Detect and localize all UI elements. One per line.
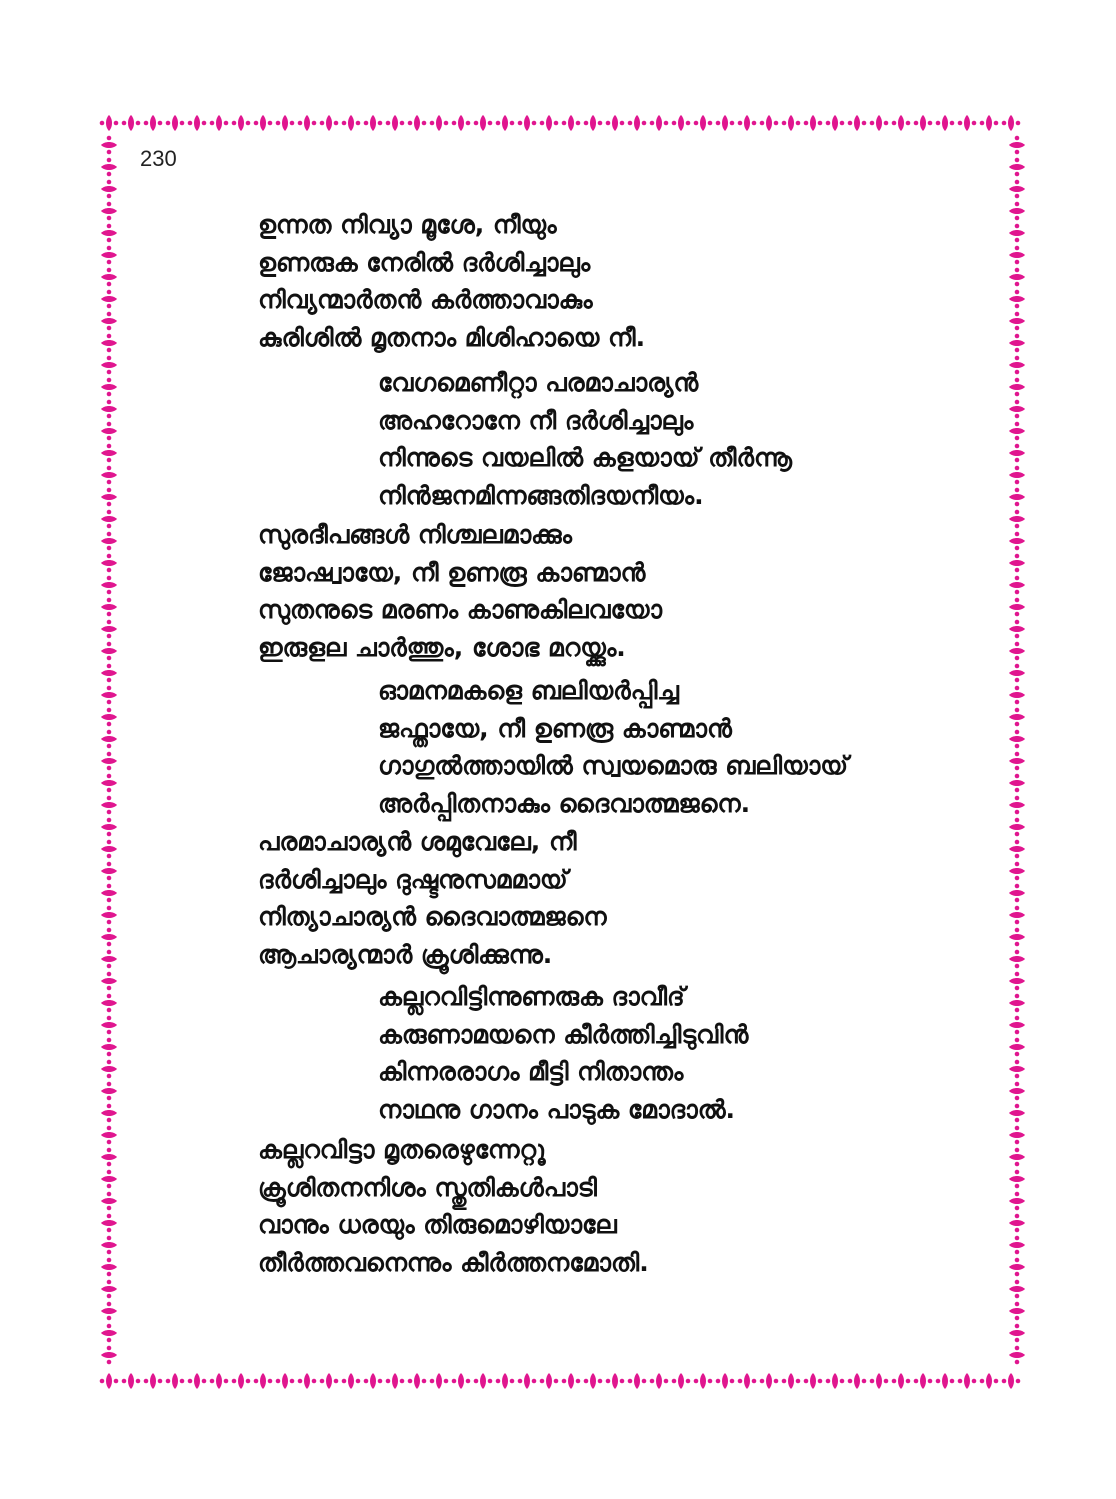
border-flower-motif (101, 840, 117, 859)
border-flower-motif (101, 1302, 117, 1321)
border-flower-motif (101, 444, 117, 463)
border-flower-motif (1009, 1258, 1025, 1277)
border-flower-motif (1009, 994, 1025, 1013)
border-flower-motif (1009, 972, 1025, 991)
border-flower-motif (1009, 422, 1025, 441)
border-flower-motif (804, 115, 823, 131)
border-flower-motif (101, 1148, 117, 1167)
verse-line: കുരിശിൽ മൃതനാം മിശിഹായെ നീ. (258, 322, 646, 352)
border-flower-motif (101, 1214, 117, 1233)
border-flower-motif (672, 1373, 691, 1389)
border-flower-motif (1009, 1016, 1025, 1035)
border-flower-motif (1009, 444, 1025, 463)
border-flower-motif (1009, 1324, 1025, 1343)
border-flower-motif (826, 115, 845, 131)
border-flower-motif (958, 115, 977, 131)
border-flower-motif (342, 1373, 361, 1389)
border-flower-motif (320, 115, 339, 131)
border-flower-motif (804, 1373, 823, 1389)
border-flower-motif (166, 1373, 185, 1389)
border-flower-motif (101, 1104, 117, 1123)
border-flower-motif (101, 884, 117, 903)
border-flower-motif (1009, 1038, 1025, 1057)
border-flower-motif (101, 1082, 117, 1101)
border-flower-motif (298, 1373, 317, 1389)
border-flower-motif (101, 1346, 117, 1365)
verse-line: സുതനുടെ മരണം കാണുകിലവയോ (258, 595, 663, 624)
border-flower-motif (1009, 906, 1025, 925)
border-flower-motif (276, 1373, 295, 1389)
border-flower-motif (1009, 664, 1025, 683)
verse-line: ആചാര്യന്മാർ ക്രൂശിക്കുന്നു. (258, 939, 553, 969)
border-flower-motif (188, 1373, 207, 1389)
border-flower-motif (1009, 1148, 1025, 1167)
border-flower-motif (1009, 180, 1025, 199)
verse-line: നിൻജനമിന്നങ്ങതിദയനീയം. (378, 480, 704, 510)
border-flower-motif (101, 796, 117, 815)
verse-line: അർപ്പിതനാകും ദൈവാത്മജനെ. (378, 788, 751, 818)
border-flower-motif (1009, 1104, 1025, 1123)
border-flower-motif (1009, 136, 1025, 155)
border-flower-motif (101, 136, 117, 155)
border-flower-motif (101, 1324, 117, 1343)
border-flower-motif (1009, 620, 1025, 639)
verse-line: ഓമനമകളെ ബലിയർപ്പിച്ച (378, 676, 679, 705)
stanza-3 (258, 516, 662, 666)
border-flower-motif (101, 158, 117, 177)
border-flower-motif (254, 1373, 273, 1389)
border-flower-motif (562, 1373, 581, 1389)
verse-line: അഹറോനേ നീ ദർശിച്ചാലും (378, 405, 694, 435)
border-flower-motif (254, 115, 273, 131)
stanza-1 (258, 206, 645, 356)
border-flower-motif (101, 950, 117, 969)
border-flower-motif (980, 115, 999, 131)
border-flower-motif (1009, 1302, 1025, 1321)
border-flower-motif (1009, 598, 1025, 617)
border-flower-motif (1009, 1126, 1025, 1145)
border-flower-motif (100, 1373, 119, 1389)
border-flower-motif (914, 115, 933, 131)
border-flower-motif (584, 115, 603, 131)
stanza-6 (378, 978, 748, 1128)
border-flower-motif (474, 115, 493, 131)
border-flower-motif (101, 202, 117, 221)
verse-line: ഇരുളല ചാർത്തും, ശോഭ മറയ്ക്കും. (258, 632, 626, 662)
border-flower-motif (101, 1126, 117, 1145)
border-flower-motif (101, 1280, 117, 1299)
border-flower-motif (101, 532, 117, 551)
border-flower-motif (144, 1373, 163, 1389)
border-flower-motif (364, 1373, 383, 1389)
verse-line: നിന്നുടെ വയലിൽ കളയായ് തീർന്നൂ (378, 443, 792, 472)
border-flower-motif (1002, 115, 1021, 131)
border-flower-motif (1009, 290, 1025, 309)
border-flower-motif (1009, 840, 1025, 859)
verse-line: വേഗമെണീറ്റാ പരമാചാര്യൻ (378, 368, 699, 397)
verse-line: ഗാഗുൽത്തായിൽ സ്വയമൊരു ബലിയായ് (378, 751, 849, 780)
verse-line: കല്ലറവിട്ടാ മൃതരെഴുന്നേറ്റൂ (258, 1135, 546, 1164)
border-flower-motif (100, 115, 119, 131)
border-flower-motif (936, 115, 955, 131)
border-flower-motif (101, 334, 117, 353)
border-flower-motif (430, 115, 449, 131)
border-flower-motif (101, 576, 117, 595)
border-flower-motif (1009, 1214, 1025, 1233)
verse-line: ദർശിച്ചാലും ദുഷ്ടനുസമമായ് (258, 864, 568, 894)
stanza-4 (378, 672, 848, 822)
border-flower-motif (980, 1373, 999, 1389)
border-flower-motif (101, 642, 117, 661)
border-flower-motif (101, 378, 117, 397)
verse-line: തീർത്തവനെന്നും കീർത്തനമോതി. (258, 1247, 649, 1277)
border-flower-motif (1009, 1082, 1025, 1101)
border-flower-motif (386, 115, 405, 131)
border-flower-motif (760, 1373, 779, 1389)
border-flower-motif (101, 510, 117, 529)
border-flower-motif (1009, 356, 1025, 375)
border-flower-motif (101, 1038, 117, 1057)
border-flower-motif (1009, 884, 1025, 903)
border-flower-motif (606, 115, 625, 131)
border-flower-motif (232, 115, 251, 131)
stanza-7 (258, 1131, 649, 1281)
border-flower-motif (1009, 686, 1025, 705)
border-flower-motif (1009, 1236, 1025, 1255)
border-flower-motif (1009, 950, 1025, 969)
border-flower-motif (892, 1373, 911, 1389)
border-flower-motif (540, 115, 559, 131)
border-flower-motif (101, 1016, 117, 1035)
border-flower-motif (101, 708, 117, 727)
border-flower-motif (276, 115, 295, 131)
border-flower-motif (408, 1373, 427, 1389)
border-flower-motif (298, 115, 317, 131)
border-flower-motif (430, 1373, 449, 1389)
border-flower-motif (694, 1373, 713, 1389)
border-flower-motif (1009, 246, 1025, 265)
border-flower-motif (716, 115, 735, 131)
border-flower-motif (232, 1373, 251, 1389)
border-flower-motif (101, 1192, 117, 1211)
border-flower-motif (101, 356, 117, 375)
border-flower-motif (1009, 752, 1025, 771)
border-flower-motif (452, 115, 471, 131)
border-flower-motif (386, 1373, 405, 1389)
border-flower-motif (452, 1373, 471, 1389)
border-flower-motif (1009, 818, 1025, 837)
border-flower-motif (101, 1258, 117, 1277)
border-flower-motif (101, 818, 117, 837)
verse-line: ജോഷ്വായേ, നീ ഉണരൂ കാണ്മാൻ (258, 557, 646, 587)
border-flower-motif (101, 1060, 117, 1079)
border-flower-motif (188, 115, 207, 131)
border-flower-motif (320, 1373, 339, 1389)
border-flower-motif (101, 422, 117, 441)
verse-line: ഉണരുക നേരിൽ ദർശിച്ചാലും (258, 247, 591, 277)
border-flower-motif (1009, 554, 1025, 573)
border-flower-motif (1009, 268, 1025, 287)
border-flower-motif (1009, 378, 1025, 397)
border-flower-motif (1009, 312, 1025, 331)
verse-line: കരുണാമയനെ കീർത്തിച്ചിടുവിൻ (378, 1019, 749, 1049)
border-flower-motif (1009, 730, 1025, 749)
stanza-2 (378, 364, 792, 514)
border-flower-motif (474, 1373, 493, 1389)
border-flower-motif (1009, 796, 1025, 815)
border-flower-motif (1009, 532, 1025, 551)
border-flower-motif (782, 1373, 801, 1389)
border-flower-motif (738, 1373, 757, 1389)
border-flower-motif (101, 488, 117, 507)
verse-line: വാനും ധരയും തിരുമൊഴിയാലേ (258, 1210, 617, 1239)
border-flower-motif (518, 115, 537, 131)
border-flower-motif (1009, 158, 1025, 177)
border-flower-motif (144, 115, 163, 131)
verse-line: നിത്യാചാര്യൻ ദൈവാത്മജനെ (258, 902, 607, 931)
border-flower-motif (101, 620, 117, 639)
page-number: 230 (140, 146, 177, 171)
border-flower-motif (1009, 708, 1025, 727)
border-flower-motif (672, 115, 691, 131)
border-flower-motif (101, 246, 117, 265)
verse-line: നിവ്യന്മാർതൻ കർത്താവാകും (258, 285, 593, 314)
border-flower-motif (1002, 1373, 1021, 1389)
border-flower-motif (1009, 928, 1025, 947)
verse-line: നാഥനു ഗാനം പാടുക മോദാൽ. (378, 1094, 736, 1124)
verse-line: സുരദീപങ്ങൾ നിശ്ചലമാക്കും (258, 520, 573, 549)
border-flower-motif (101, 400, 117, 419)
border-flower-motif (101, 180, 117, 199)
border-flower-motif (101, 554, 117, 573)
border-flower-motif (1009, 1060, 1025, 1079)
border-flower-motif (101, 730, 117, 749)
border-flower-motif (101, 290, 117, 309)
border-flower-motif (1009, 1346, 1025, 1365)
border-flower-motif (1009, 510, 1025, 529)
border-flower-motif (101, 1170, 117, 1189)
border-flower-motif (1009, 862, 1025, 881)
stanza-5 (258, 823, 607, 973)
border-flower-motif (694, 115, 713, 131)
verse-line: കിന്നരരാഗം മീട്ടി നിതാന്തം (378, 1057, 684, 1086)
border-flower-motif (782, 115, 801, 131)
verse-line: പരമാചാര്യൻ ശമുവേലേ, നീ (258, 827, 577, 856)
border-flower-motif (958, 1373, 977, 1389)
border-flower-motif (1009, 774, 1025, 793)
border-flower-motif (650, 1373, 669, 1389)
border-flower-motif (496, 1373, 515, 1389)
border-flower-motif (166, 115, 185, 131)
border-flower-motif (760, 115, 779, 131)
border-flower-motif (1009, 1192, 1025, 1211)
border-flower-motif (101, 906, 117, 925)
border-flower-motif (101, 598, 117, 617)
border-flower-motif (1009, 576, 1025, 595)
border-flower-motif (101, 224, 117, 243)
border-flower-motif (936, 1373, 955, 1389)
border-flower-motif (628, 1373, 647, 1389)
border-flower-motif (716, 1373, 735, 1389)
border-flower-motif (1009, 224, 1025, 243)
border-flower-motif (1009, 488, 1025, 507)
border-flower-motif (1009, 642, 1025, 661)
border-flower-motif (364, 115, 383, 131)
border-flower-motif (1009, 400, 1025, 419)
border-flower-motif (870, 115, 889, 131)
border-flower-motif (738, 115, 757, 131)
border-flower-motif (848, 1373, 867, 1389)
border-flower-motif (628, 115, 647, 131)
border-flower-motif (101, 686, 117, 705)
border-flower-motif (1009, 334, 1025, 353)
border-flower-motif (826, 1373, 845, 1389)
verse-line: കല്ലറവിട്ടിന്നുണരുക ദാവീദ് (378, 982, 685, 1011)
border-flower-motif (650, 115, 669, 131)
border-flower-motif (101, 972, 117, 991)
border-flower-motif (101, 466, 117, 485)
border-flower-motif (101, 664, 117, 683)
verse-line: ക്രൂശിതനനിശം സ്തുതികൾപാടി (258, 1172, 597, 1202)
border-flower-motif (1009, 1170, 1025, 1189)
border-flower-motif (562, 115, 581, 131)
border-flower-motif (210, 115, 229, 131)
border-flower-motif (518, 1373, 537, 1389)
border-flower-motif (408, 115, 427, 131)
border-flower-motif (1009, 1280, 1025, 1299)
border-flower-motif (101, 752, 117, 771)
border-flower-motif (606, 1373, 625, 1389)
verse-line: ജഫ്തായേ, നീ ഉണരൂ കാണ്മാൻ (378, 713, 732, 743)
border-flower-motif (122, 115, 141, 131)
border-flower-motif (342, 115, 361, 131)
border-flower-motif (101, 268, 117, 287)
border-flower-motif (914, 1373, 933, 1389)
verse-line: ഉന്നത നിവ്യാ മൂശേ, നീയും (258, 210, 557, 239)
border-flower-motif (122, 1373, 141, 1389)
border-flower-motif (101, 1236, 117, 1255)
border-flower-motif (101, 928, 117, 947)
border-flower-motif (1009, 466, 1025, 485)
border-flower-motif (101, 862, 117, 881)
border-flower-motif (210, 1373, 229, 1389)
border-flower-motif (496, 115, 515, 131)
border-flower-motif (101, 994, 117, 1013)
border-flower-motif (101, 774, 117, 793)
border-flower-motif (848, 115, 867, 131)
border-flower-motif (1009, 202, 1025, 221)
border-flower-motif (540, 1373, 559, 1389)
border-flower-motif (584, 1373, 603, 1389)
border-flower-motif (101, 312, 117, 331)
border-flower-motif (892, 115, 911, 131)
border-flower-motif (870, 1373, 889, 1389)
